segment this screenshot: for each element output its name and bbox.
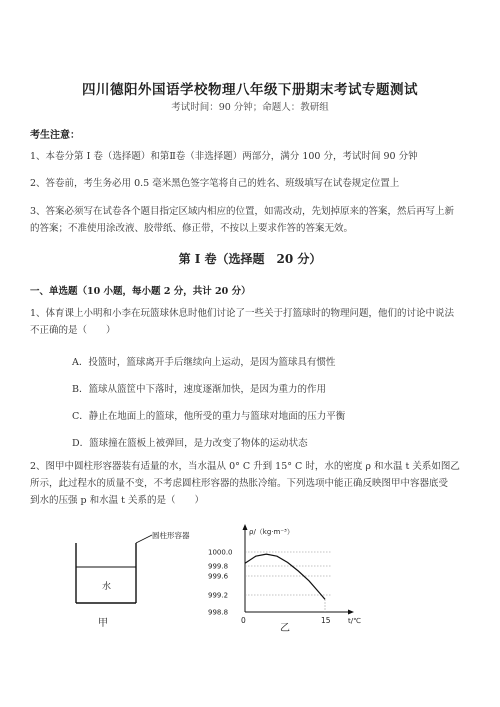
y-tick-label: 999.8 (208, 562, 229, 571)
y-axis-label: ρ/（kg·m⁻³） (249, 528, 294, 536)
q1-option-c[interactable]: C．静止在地面上的篮球，他所受的重力与篮球对地面的压力平衡 (72, 411, 346, 422)
figure-yi-chart (200, 518, 370, 633)
y-tick-label: 998.8 (208, 608, 229, 617)
q2-stem-line1: 2、图甲中圆柱形容器装有适量的水，当水温从 0° C 升到 15° C 时，水的密度 ρ 和水温 t 关系如图乙 (30, 461, 460, 472)
notice-item-2: 2、答卷前，考生务必用 0.5 毫米黑色签字笔将自己的姓名、班级填写在试卷规定位置上 (30, 178, 400, 189)
figure-jia (68, 525, 198, 635)
figure-yi-caption: 乙 (280, 623, 290, 633)
y-tick-label: 1000.0 (208, 548, 233, 557)
notice-item-3: 3、答案必须写在试卷各个题目指定区域内相应的位置，如需改动，先划掉原来的答案，然后再写上新 (30, 206, 455, 217)
part-heading: 一、单选题（10 小题，每小题 2 分，共计 20 分） (30, 286, 251, 297)
q1-stem-line2: 不正确的是（ ） (30, 325, 116, 336)
notice-item-1: 1、本卷分第 I 卷（选择题）和第Ⅱ卷（非选择题）两部分，满分 100 分，考试时间 90 分钟 (30, 151, 418, 162)
y-tick-label: 999.6 (208, 572, 229, 581)
q1-option-a[interactable]: A．投篮时，篮球离开手后继续向上运动，是因为篮球具有惯性 (72, 357, 336, 368)
q1-option-d[interactable]: D．篮球撞在篮板上被弹回，是力改变了物体的运动状态 (72, 438, 308, 449)
x-tick-label: 15 (321, 616, 331, 625)
q2-stem-line2: 所示，此过程水的质量不变，不考虑圆柱形容器的热胀冷缩。下列选项中能正确反映图甲中容器底受 (30, 478, 449, 489)
container-label-leader (136, 535, 152, 543)
origin-label: 0 (241, 616, 246, 625)
q1-option-b[interactable]: B．篮球从篮筐中下落时，速度逐渐加快，是因为重力的作用 (72, 384, 326, 395)
figure-jia-caption: 甲 (98, 618, 108, 629)
water-label: 水 (102, 582, 112, 592)
x-axis-arrow (348, 610, 354, 615)
q2-stem-line3: 到水的压强 p 和水温 t 关系的是（ ） (30, 495, 204, 506)
section-title: 第 I 卷（选择题 20 分） (178, 252, 322, 266)
notice-heading: 考生注意： (30, 130, 80, 141)
q1-stem-line1: 1、体育课上小明和小李在玩篮球休息时他们讨论了一些关于打篮球时的物理问题，他们的讨论中说法 (30, 308, 455, 319)
x-axis-label: t/℃ (348, 617, 361, 625)
page-title: 四川德阳外国语学校物理八年级下册期末考试专题测试 (82, 82, 418, 98)
exam-info: 考试时间：90 分钟；命题人：教研组 (171, 102, 329, 113)
y-tick-label: 999.2 (208, 591, 229, 600)
notice-item-3-cont: 的答案；不准使用涂改液、胶带纸、修正带，不按以上要求作答的答案无效。 (30, 223, 354, 234)
density-curve (245, 554, 325, 599)
container-label: 圆柱形容器 (152, 531, 190, 540)
y-axis-arrow (243, 524, 248, 530)
